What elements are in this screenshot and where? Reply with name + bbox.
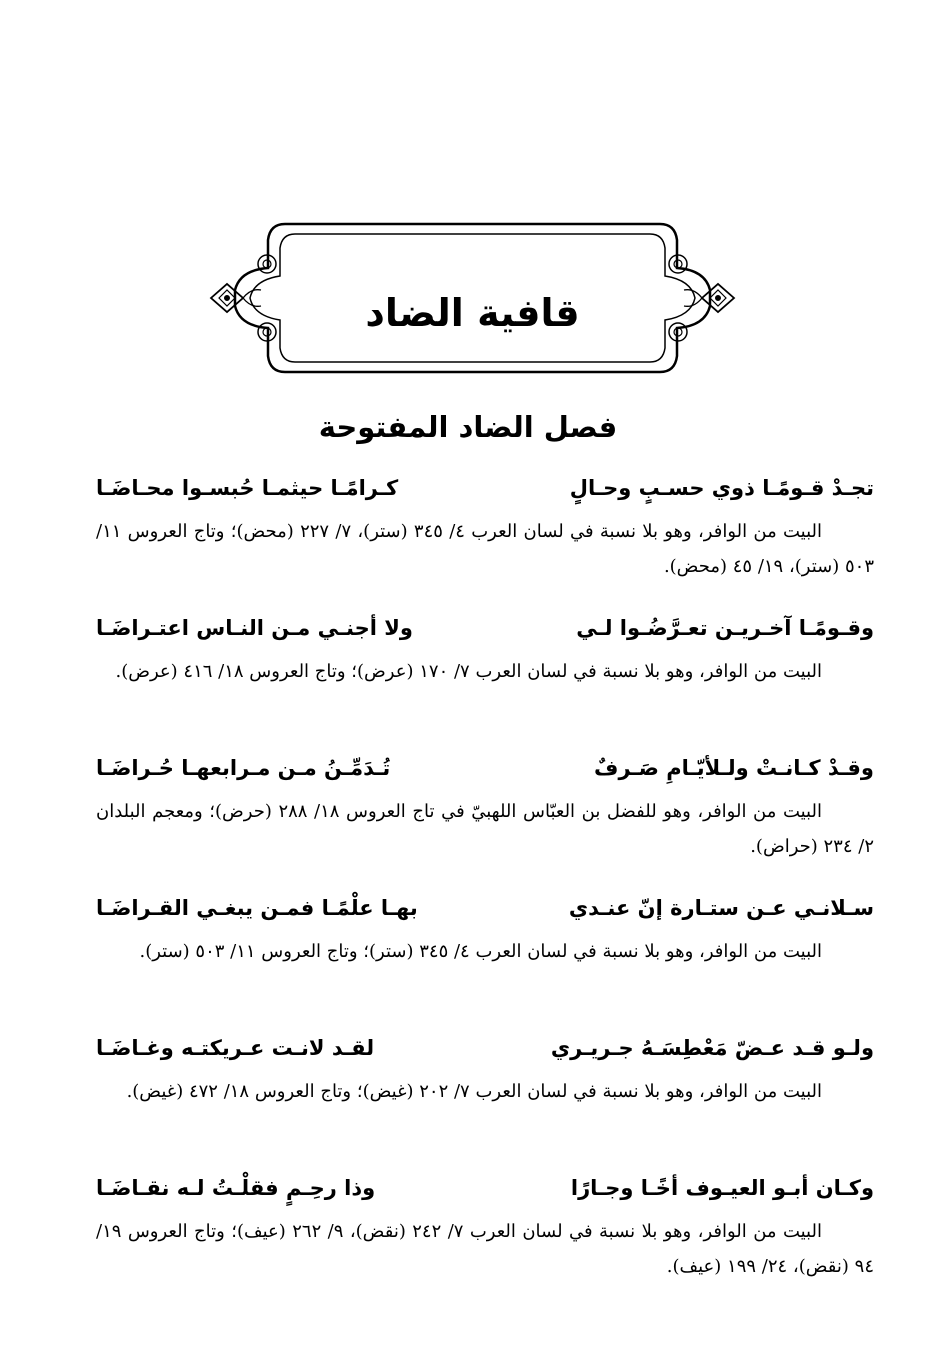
verse-line (96, 612, 874, 654)
chapter-ornamental-frame (205, 218, 740, 378)
verse-footnote: البيت من الوافر، وهو للفضل بن العبّاس اللهبيّ في تاج العروس ١٨/ ٢٨٨ (حرض)؛ ومعجم البلدان ٢/ ٢٣٤ (حراض). (96, 801, 874, 857)
verse-line (96, 1172, 874, 1214)
verse-first-hemistich: سـلانـي عـن ستـارة إنّ عنـدي (568, 896, 874, 920)
verse-entry (96, 472, 874, 584)
verse-footnote: البيت من الوافر، وهو بلا نسبة في لسان العرب ٧/ ١٧٠ (عرض)؛ وتاج العروس ١٨/ ٤١٦ (عرض). (115, 661, 822, 682)
verse-entry (96, 612, 874, 689)
verse-second-hemistich: لقـد لانـت عـريكتـه وغـاضَـا (96, 1036, 375, 1060)
verse-second-hemistich: كـرامًـا حيثمـا حُبسـوا محـاضَـا (96, 476, 399, 500)
verse-footnote: البيت من الوافر، وهو بلا نسبة في لسان العرب ٧/ ٢٠٢ (غيض)؛ وتاج العروس ١٨/ ٤٧٢ (غيض). (126, 1081, 822, 1102)
verse-first-hemistich: ولـو قـد عـضّ مَعْطِسَـهُ جـريـري (550, 1036, 874, 1060)
verse-line (96, 752, 874, 794)
verse-entry (96, 752, 874, 864)
verse-first-hemistich: وقـدْ كـانـتْ ولـلأيّـامِ صَـرفٌ (594, 756, 874, 780)
verse-first-hemistich: تجـدْ قـومًـا ذوي حسـبٍ وحـالٍ (569, 476, 874, 500)
verse-entry (96, 892, 874, 969)
verse-first-hemistich: وكـان أبـو العيـوف أخًـا وجـارًا (570, 1176, 874, 1200)
verse-footnote: البيت من الوافر، وهو بلا نسبة في لسان العرب ٤/ ٣٤٥ (ستر)؛ وتاج العروس ١١/ ٥٠٣ (ستر). (139, 941, 822, 962)
verse-entry (96, 1172, 874, 1284)
verse-footnote: البيت من الوافر، وهو بلا نسبة في لسان العرب ٧/ ٢٤٢ (نقض)، ٩/ ٢٦٢ (عيف)؛ وتاج العروس ١٩/ ٩٤ (نقض)، ٢٤/ ١٩٩ (عيف). (96, 1221, 874, 1277)
verse-line (96, 1032, 874, 1074)
verse-footnote: البيت من الوافر، وهو بلا نسبة في لسان العرب ٤/ ٣٤٥ (ستر)، ٧/ ٢٢٧ (محض)؛ وتاج العروس ١١/ ٥٠٣ (ستر)، ١٩/ ٤٥ (محض). (96, 521, 874, 577)
verse-line (96, 892, 874, 934)
verse-first-hemistich: وقـومًـا آخـريـن تعـرَّضُـوا لـي (576, 616, 874, 640)
verse-entry (96, 1032, 874, 1109)
verse-second-hemistich: ولا أجنـي مـن النـاس اعتـراضَـا (96, 616, 413, 640)
chapter-title: قافية الضاد (365, 291, 580, 335)
verse-second-hemistich: تُـدَمِّـنُ مـن مـرابعهـا حُـراضَـا (96, 756, 391, 780)
section-title: فصل الضاد المفتوحة (318, 410, 618, 444)
verse-second-hemistich: وذا رحِـمٍ فقلْـتُ لـه نقـاضَـا (96, 1176, 376, 1200)
verse-second-hemistich: بهـا علْمًـا فمـن يبغـي القـراضَـا (96, 896, 418, 920)
verse-line (96, 472, 874, 514)
